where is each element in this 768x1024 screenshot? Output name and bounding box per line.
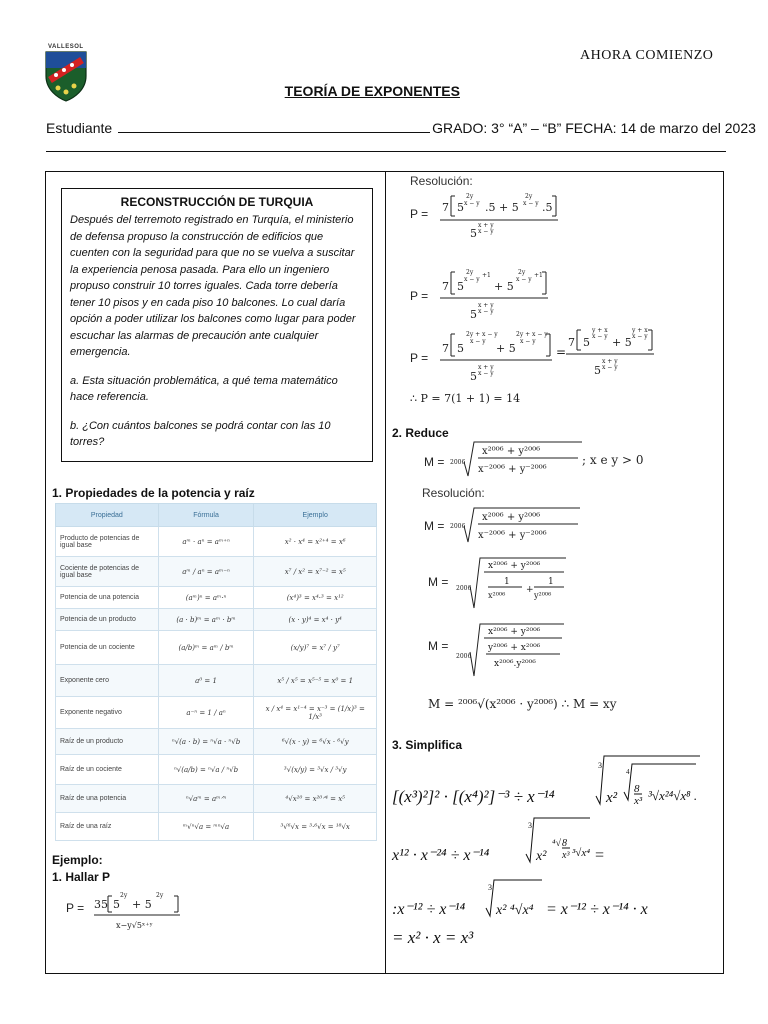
property-example: (x⁴)³ = x⁴·³ = x¹² xyxy=(254,587,377,609)
svg-text:[(x³)²]² · [(x⁴)²]⁻³ ÷ x⁻¹⁴: [(x³)²]² · [(x⁴)²]⁻³ ÷ x⁻¹⁴ xyxy=(392,787,555,806)
equation-p-step2 xyxy=(408,262,698,322)
svg-text:2006: 2006 xyxy=(456,585,472,592)
svg-text:y + x: y + x xyxy=(632,327,648,334)
column-header: Propiedad xyxy=(56,504,159,527)
property-name: Potencia de un producto xyxy=(56,609,159,631)
svg-text:2006: 2006 xyxy=(450,459,466,466)
svg-text:x + y: x + y xyxy=(478,302,494,309)
svg-text:+1: +1 xyxy=(534,272,543,279)
svg-text:x²⁰⁰⁶.y²⁰⁰⁶: x²⁰⁰⁶.y²⁰⁰⁶ xyxy=(494,659,536,669)
svg-text:3: 3 xyxy=(598,761,602,770)
property-name: Cociente de potencias de igual base xyxy=(56,557,159,587)
svg-text:=: = xyxy=(556,345,567,359)
equation-p-step3 xyxy=(408,324,708,386)
svg-text:5: 5 xyxy=(583,336,590,349)
svg-text:2y: 2y xyxy=(525,193,533,200)
svg-text:=: = xyxy=(594,847,605,864)
table-row xyxy=(56,813,377,841)
svg-text:5: 5 xyxy=(457,342,464,355)
property-formula: aᵐ · aⁿ = aᵐ⁺ⁿ xyxy=(158,527,254,557)
brand-name: VALLESOL xyxy=(48,44,84,50)
table-row xyxy=(56,527,377,557)
property-example: ⁶√(x · y) = ⁶√x · ⁶√y xyxy=(254,729,377,755)
svg-text:8: 8 xyxy=(562,838,567,849)
svg-text:x − y: x − y xyxy=(464,276,480,283)
table-row xyxy=(56,631,377,665)
svg-text:+ 5: + 5 xyxy=(494,280,514,293)
svg-text:M =: M = xyxy=(428,639,449,653)
svg-text:P =: P = xyxy=(410,289,429,303)
svg-text:5: 5 xyxy=(470,370,477,383)
equation-m-definition xyxy=(422,440,692,482)
equation-m-step3 xyxy=(426,622,606,680)
property-formula: (a · b)ᵐ = aᵐ · bᵐ xyxy=(158,609,254,631)
svg-text:y²⁰⁰⁶ + x²⁰⁰⁶: y²⁰⁰⁶ + x²⁰⁰⁶ xyxy=(488,643,541,653)
svg-text:+: + xyxy=(526,585,534,595)
svg-text:y²⁰⁰⁶: y²⁰⁰⁶ xyxy=(534,591,552,600)
equation-p-step1 xyxy=(408,190,698,240)
equation-m-step2 xyxy=(426,556,606,612)
svg-text:7: 7 xyxy=(442,201,449,214)
properties-heading: 1. Propiedades de la potencia y raíz xyxy=(52,486,255,500)
svg-text:⁴√: ⁴√ xyxy=(552,838,561,849)
student-info-line xyxy=(46,120,756,136)
condition-text: ; x e y > 0 xyxy=(582,453,644,467)
equation-m-step1 xyxy=(422,504,602,548)
property-example: ⁴√x²⁰ = x²⁰ᐟ⁴ = x⁵ xyxy=(254,785,377,813)
result-m: M = ²⁰⁰⁶√(x²⁰⁰⁶ · y²⁰⁰⁶) ∴ M = xy xyxy=(428,697,617,711)
problem-title: RECONSTRUCCIÓN DE TURQUIA xyxy=(120,195,314,209)
svg-text:M =: M = xyxy=(424,519,445,533)
example-label: Ejemplo: xyxy=(52,853,103,867)
resolution-label-2: Resolución: xyxy=(422,486,485,500)
property-formula: ᵐ√ⁿ√a = ᵐⁿ√a xyxy=(158,813,254,841)
svg-text:x − y: x − y xyxy=(592,333,608,340)
property-example: x / x⁴ = x¹⁻⁴ = x⁻³ = (1/x)³ = 1/x³ xyxy=(254,697,377,729)
svg-text:2y: 2y xyxy=(156,892,164,899)
svg-text:x − y: x − y xyxy=(478,308,494,315)
svg-text:2y: 2y xyxy=(466,269,474,276)
property-formula: (aᵐ)ⁿ = aᵐ·ⁿ xyxy=(158,587,254,609)
svg-text:x²⁰⁰⁶ + y²⁰⁰⁶: x²⁰⁰⁶ + y²⁰⁰⁶ xyxy=(488,561,541,571)
svg-text:x²: x² xyxy=(536,849,547,864)
problem-box xyxy=(61,188,373,462)
property-formula: a⁻ⁿ = 1 / aⁿ xyxy=(158,697,254,729)
svg-text:x² ⁴√x⁴: x² ⁴√x⁴ xyxy=(496,903,534,918)
svg-text:x + y: x + y xyxy=(602,358,618,365)
svg-text:2y: 2y xyxy=(120,892,128,899)
table-row xyxy=(56,697,377,729)
table-row xyxy=(56,729,377,755)
property-example: x⁷ / x² = x⁷⁻² = x⁵ xyxy=(254,557,377,587)
column-divider xyxy=(385,171,386,973)
svg-text:x − y: x − y xyxy=(632,333,648,340)
svg-text:x − y: x − y xyxy=(464,200,480,207)
simplify-step2 xyxy=(390,876,710,926)
svg-text:8: 8 xyxy=(634,783,640,795)
svg-text:3: 3 xyxy=(528,821,532,830)
property-example: (x · y)⁴ = x⁴ · y⁴ xyxy=(254,609,377,631)
student-name-blank[interactable] xyxy=(118,132,430,133)
header-divider xyxy=(46,151,726,152)
table-row xyxy=(56,665,377,697)
table-row xyxy=(56,785,377,813)
svg-text:x²⁰⁰⁶ + y²⁰⁰⁶: x²⁰⁰⁶ + y²⁰⁰⁶ xyxy=(488,627,541,637)
table-row xyxy=(56,755,377,785)
svg-text:7: 7 xyxy=(568,336,575,349)
svg-text:1: 1 xyxy=(548,577,554,587)
svg-text:+ 5: + 5 xyxy=(132,898,152,911)
svg-text::x⁻¹² ÷ x⁻¹⁴: :x⁻¹² ÷ x⁻¹⁴ xyxy=(392,901,466,918)
example-formula-p xyxy=(64,884,184,934)
document-title-text: TEORÍA DE EXPONENTES xyxy=(284,83,460,99)
header-motto: AHORA COMIENZO xyxy=(580,48,714,63)
property-formula: ⁿ√aᵐ = aᵐᐟⁿ xyxy=(158,785,254,813)
svg-text:x³: x³ xyxy=(562,850,570,861)
property-name: Raíz de una raíz xyxy=(56,813,159,841)
svg-text:x⁻²⁰⁰⁶ + y⁻²⁰⁰⁶: x⁻²⁰⁰⁶ + y⁻²⁰⁰⁶ xyxy=(478,530,547,541)
svg-text:M =: M = xyxy=(428,575,449,589)
property-name: Raíz de una potencia xyxy=(56,785,159,813)
property-formula: ⁿ√(a/b) = ⁿ√a / ⁿ√b xyxy=(158,755,254,785)
svg-text:5: 5 xyxy=(594,364,601,377)
svg-text:P =: P = xyxy=(410,207,429,221)
simplify-expression xyxy=(390,752,710,812)
properties-table xyxy=(55,503,377,841)
problem-text: Después del terremoto registrado en Turquía, el ministerio de defensa propuso la construcción de edificios que cuenten con la seguridad para que no se vuelva a suscitar la experiencia penosa pasada. Para ello un ingeniero propuso construir 10 torres iguales. Cada torre debería tener 10 pisos y en cada piso 10 balcones. Lo cual daría opción a poder utilizar los balcones como lugar para poder escuchar las alarmas de precaución ante cualquier emergencia. xyxy=(70,214,356,358)
svg-text:x + y: x + y xyxy=(478,222,494,229)
svg-text:y + x: y + x xyxy=(592,327,608,334)
svg-text:2y: 2y xyxy=(518,269,526,276)
svg-text:.5: .5 xyxy=(542,201,553,214)
column-header: Fórmula xyxy=(158,504,254,527)
simplify-step1 xyxy=(390,814,650,870)
section-2-heading: 2. Reduce xyxy=(392,426,449,440)
svg-text:x⁻²⁰⁰⁶ + y⁻²⁰⁰⁶: x⁻²⁰⁰⁶ + y⁻²⁰⁰⁶ xyxy=(478,464,547,475)
svg-text:x²⁰⁰⁶: x²⁰⁰⁶ xyxy=(488,591,506,600)
student-label: Estudiante xyxy=(46,120,113,136)
table-row xyxy=(56,557,377,587)
svg-text:x²⁰⁰⁶ + y²⁰⁰⁶: x²⁰⁰⁶ + y²⁰⁰⁶ xyxy=(482,512,541,523)
svg-text:x − y: x − y xyxy=(470,338,486,345)
resolution-label-1: Resolución: xyxy=(410,174,473,188)
svg-text:+ 5: + 5 xyxy=(612,336,632,349)
table-header-row xyxy=(56,504,377,527)
property-formula: aᵐ / aⁿ = aᵐ⁻ⁿ xyxy=(158,557,254,587)
svg-text:M =: M = xyxy=(424,455,445,469)
svg-text:x¹² · x⁻²⁴ ÷ x⁻¹⁴: x¹² · x⁻²⁴ ÷ x⁻¹⁴ xyxy=(392,847,490,864)
svg-text:x − y: x − y xyxy=(520,338,536,345)
svg-text:2006: 2006 xyxy=(450,523,466,530)
svg-text:x − y: x − y xyxy=(516,276,532,283)
svg-text:P =: P = xyxy=(410,351,429,365)
property-example: (x/y)⁷ = x⁷ / y⁷ xyxy=(254,631,377,665)
svg-text:x²: x² xyxy=(606,790,618,806)
svg-text:2006: 2006 xyxy=(456,653,472,660)
property-name: Producto de potencias de igual base xyxy=(56,527,159,557)
svg-text:x − y: x − y xyxy=(602,364,618,371)
svg-text:3: 3 xyxy=(488,883,492,892)
property-name: Raíz de un cociente xyxy=(56,755,159,785)
svg-text:5: 5 xyxy=(457,280,464,293)
svg-text:1: 1 xyxy=(504,577,510,587)
svg-text:5: 5 xyxy=(470,308,477,321)
property-example: ³√⁶√x = ³·⁶√x = ¹⁸√x xyxy=(254,813,377,841)
property-name: Exponente cero xyxy=(56,665,159,697)
property-example: x⁵ / x⁵ = x⁵⁻⁵ = x⁰ = 1 xyxy=(254,665,377,697)
svg-text:x + y: x + y xyxy=(478,364,494,371)
svg-text:x − y: x − y xyxy=(478,370,494,377)
property-name: Potencia de un cociente xyxy=(56,631,159,665)
svg-text:2y + x − y: 2y + x − y xyxy=(466,331,498,338)
svg-text:5: 5 xyxy=(470,227,477,240)
simplify-result-a: = x⁻¹² ÷ x⁻¹⁴ · x xyxy=(546,901,648,918)
svg-text:4: 4 xyxy=(626,768,630,776)
grade-date-text: GRADO: 3° “A” – “B” FECHA: 14 de marzo del 2023 xyxy=(432,120,756,136)
svg-text:.5 + 5: .5 + 5 xyxy=(485,201,519,214)
example-item: 1. Hallar P xyxy=(52,870,111,884)
simplify-result-b: = x² · x = x³ xyxy=(392,928,474,947)
svg-text:2y + x − y: 2y + x − y xyxy=(516,331,548,338)
svg-text:2y: 2y xyxy=(466,193,474,200)
question-b: b. ¿Con cuántos balcones se podrá contar con las 10 torres? xyxy=(70,419,331,448)
section-3-heading: 3. Simplifica xyxy=(392,738,463,752)
table-row xyxy=(56,587,377,609)
svg-text:x³: x³ xyxy=(634,795,643,807)
property-formula: (a/b)ᵐ = aᵐ / bᵐ xyxy=(158,631,254,665)
example-heading xyxy=(52,852,110,886)
svg-text:35: 35 xyxy=(94,898,108,911)
svg-text:+1: +1 xyxy=(482,272,491,279)
svg-text:x²⁰⁰⁶ + y²⁰⁰⁶: x²⁰⁰⁶ + y²⁰⁰⁶ xyxy=(482,446,541,457)
svg-text:5: 5 xyxy=(457,201,464,214)
svg-text:P =: P = xyxy=(66,901,85,915)
svg-text:x − y: x − y xyxy=(523,200,539,207)
property-name: Potencia de una potencia xyxy=(56,587,159,609)
svg-text:³√x²⁴√x⁸ .: ³√x²⁴√x⁸ . xyxy=(648,788,698,803)
svg-text:7: 7 xyxy=(442,280,449,293)
property-name: Raíz de un producto xyxy=(56,729,159,755)
column-header: Ejemplo xyxy=(254,504,377,527)
svg-text:x−y√5ˣ⁺ʸ: x−y√5ˣ⁺ʸ xyxy=(116,921,153,930)
svg-text:³√x⁴: ³√x⁴ xyxy=(572,847,591,859)
document-title xyxy=(0,83,768,99)
question-a: a. Esta situación problemática, a qué tema matemático hace referencia. xyxy=(70,374,338,403)
property-name: Exponente negativo xyxy=(56,697,159,729)
svg-text:x − y: x − y xyxy=(478,228,494,235)
property-example: ³√(x/y) = ³√x / ³√y xyxy=(254,755,377,785)
property-formula: a⁰ = 1 xyxy=(158,665,254,697)
property-formula: ⁿ√(a · b) = ⁿ√a · ⁿ√b xyxy=(158,729,254,755)
result-p: ∴ P = 7(1 + 1) = 14 xyxy=(410,392,521,405)
svg-text:7: 7 xyxy=(442,342,449,355)
svg-text:5: 5 xyxy=(113,898,120,911)
svg-text:+ 5: + 5 xyxy=(496,342,516,355)
table-row xyxy=(56,609,377,631)
property-example: x² · x⁴ = x²⁺⁴ = x⁶ xyxy=(254,527,377,557)
